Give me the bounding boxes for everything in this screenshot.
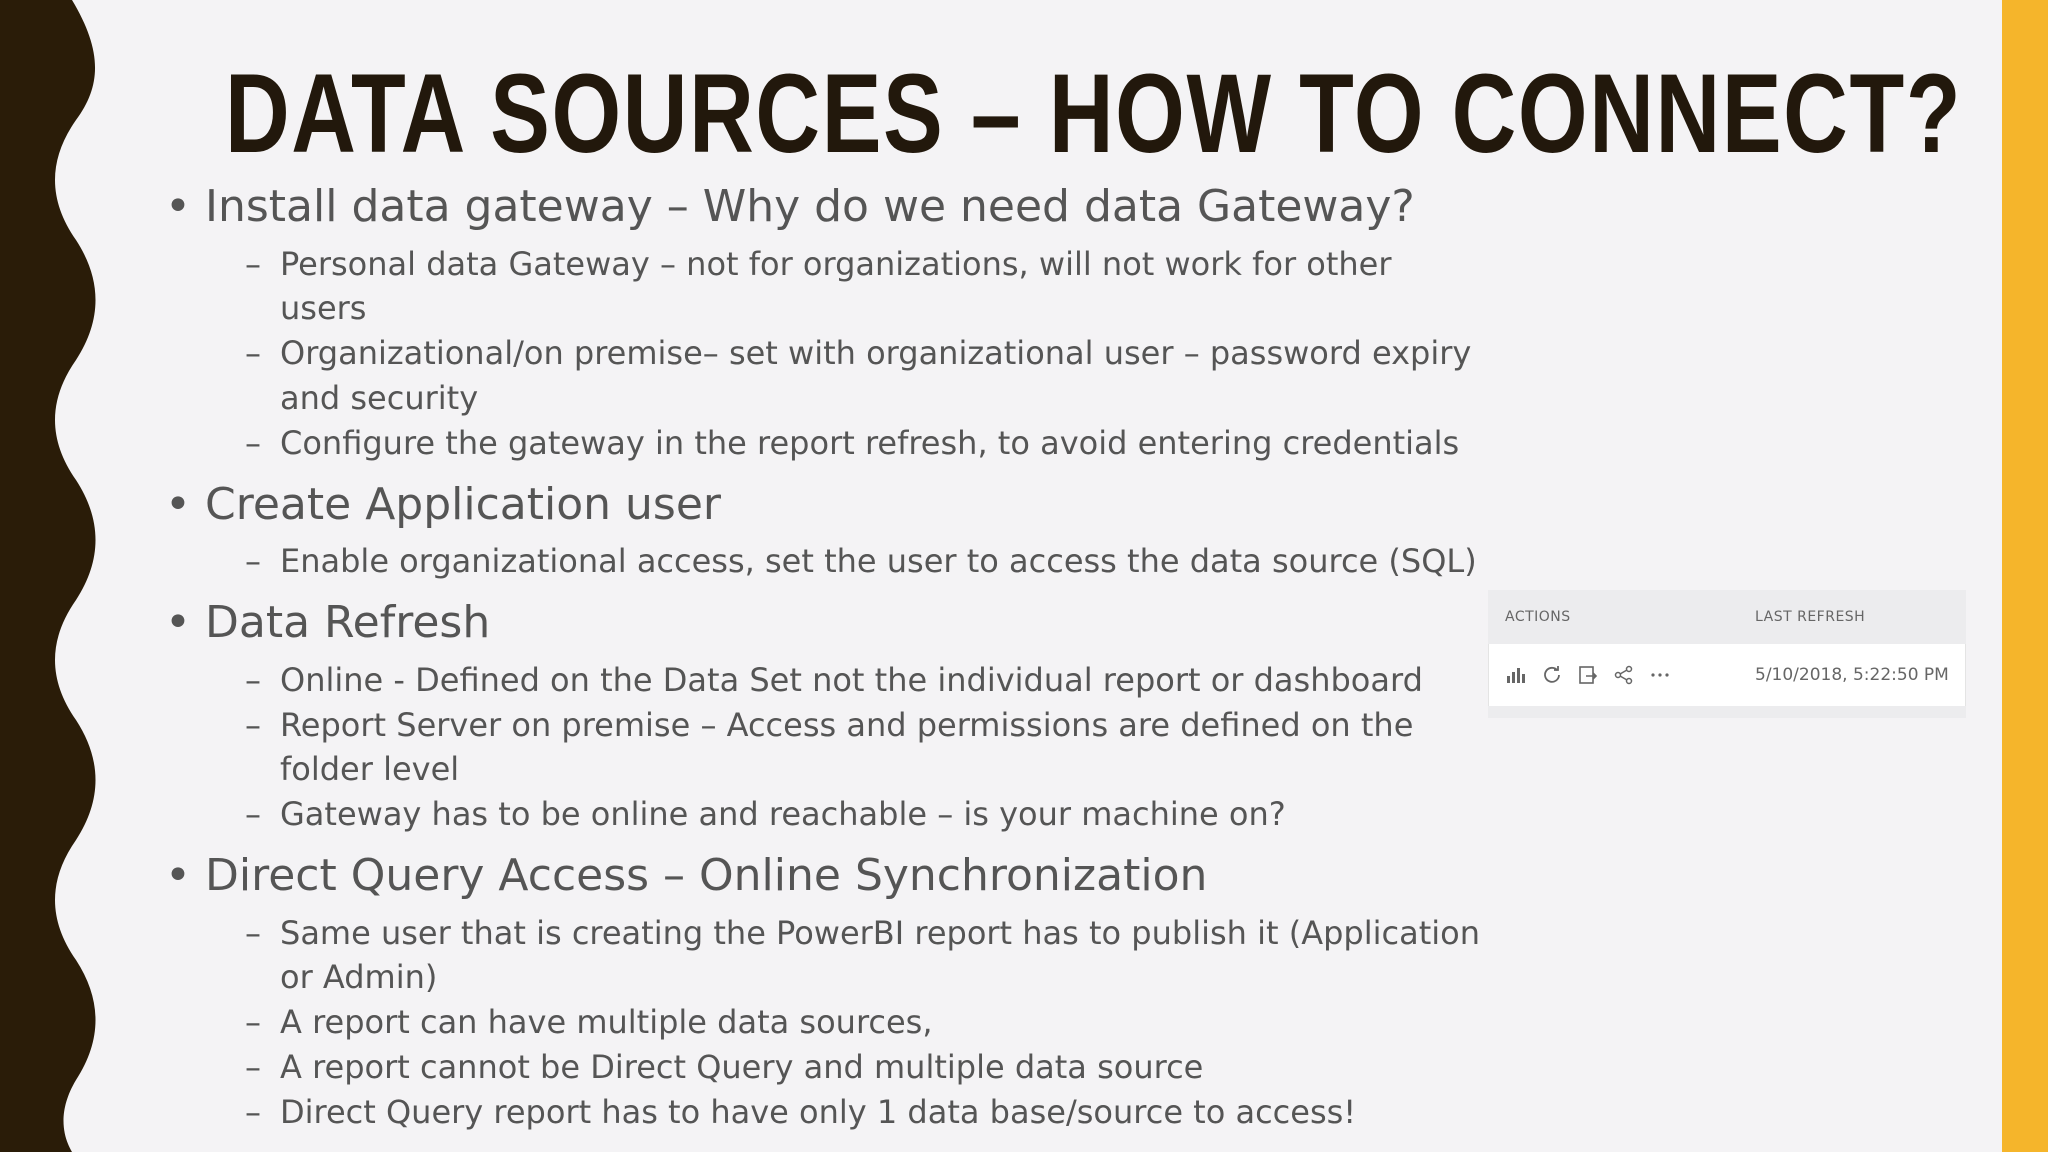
bullet-item: – Personal data Gateway – not for organizations, will not work for other users — [245, 242, 1485, 332]
bullet-item: – A report cannot be Direct Query and multiple data source — [245, 1045, 1485, 1090]
bullet-item: – Online - Defined on the Data Set not the individual report or dashboard — [245, 658, 1485, 703]
right-accent-bar — [2002, 0, 2048, 1152]
section-application-user — [165, 478, 1485, 584]
slide-title: DATA SOURCES – HOW TO CONNECT? — [225, 51, 1963, 176]
share-icon[interactable] — [1613, 664, 1635, 686]
last-refresh-column-header: LAST REFRESH — [1755, 609, 1866, 625]
refresh-icon[interactable] — [1541, 664, 1563, 686]
bullet-item: – Configure the gateway in the report refresh, to avoid entering credentials — [245, 421, 1485, 466]
bullet-heading: • Direct Query Access – Online Synchronization — [165, 849, 1485, 903]
chart-icon[interactable] — [1505, 664, 1527, 686]
more-icon[interactable] — [1649, 664, 1671, 686]
actions-column-header: ACTIONS — [1505, 609, 1571, 625]
dataset-actions-panel — [1488, 590, 1966, 718]
bullet-item: – Enable organizational access, set the user to access the data source (SQL) — [245, 539, 1485, 584]
bullet-list — [165, 180, 1485, 1147]
bullet-item: – Same user that is creating the PowerBI report has to publish it (Application or Admin) — [245, 911, 1485, 1001]
panel-header — [1488, 590, 1966, 644]
export-icon[interactable] — [1577, 664, 1599, 686]
bullet-item: – Report Server on premise – Access and permissions are defined on the folder level — [245, 703, 1485, 793]
last-refresh-value: 5/10/2018, 5:22:50 PM — [1755, 665, 1949, 685]
bullet-item: – Organizational/on premise– set with organizational user – password expiry and security — [245, 331, 1485, 421]
section-direct-query — [165, 849, 1485, 1135]
panel-footer-bar — [1488, 706, 1966, 718]
bullet-heading: • Data Refresh — [165, 596, 1485, 650]
bullet-heading: • Create Application user — [165, 478, 1485, 532]
bullet-heading: • Install data gateway – Why do we need data Gateway? — [165, 180, 1485, 234]
left-wave-decoration — [0, 0, 110, 1152]
section-data-refresh — [165, 596, 1485, 837]
actions-icons — [1488, 664, 1755, 686]
dataset-row — [1488, 644, 1966, 706]
bullet-item: – Direct Query report has to have only 1 data base/source to access! — [245, 1090, 1485, 1135]
bullet-item: – A report can have multiple data sources, — [245, 1000, 1485, 1045]
bullet-item: – Gateway has to be online and reachable – is your machine on? — [245, 792, 1485, 837]
section-gateway — [165, 180, 1485, 466]
